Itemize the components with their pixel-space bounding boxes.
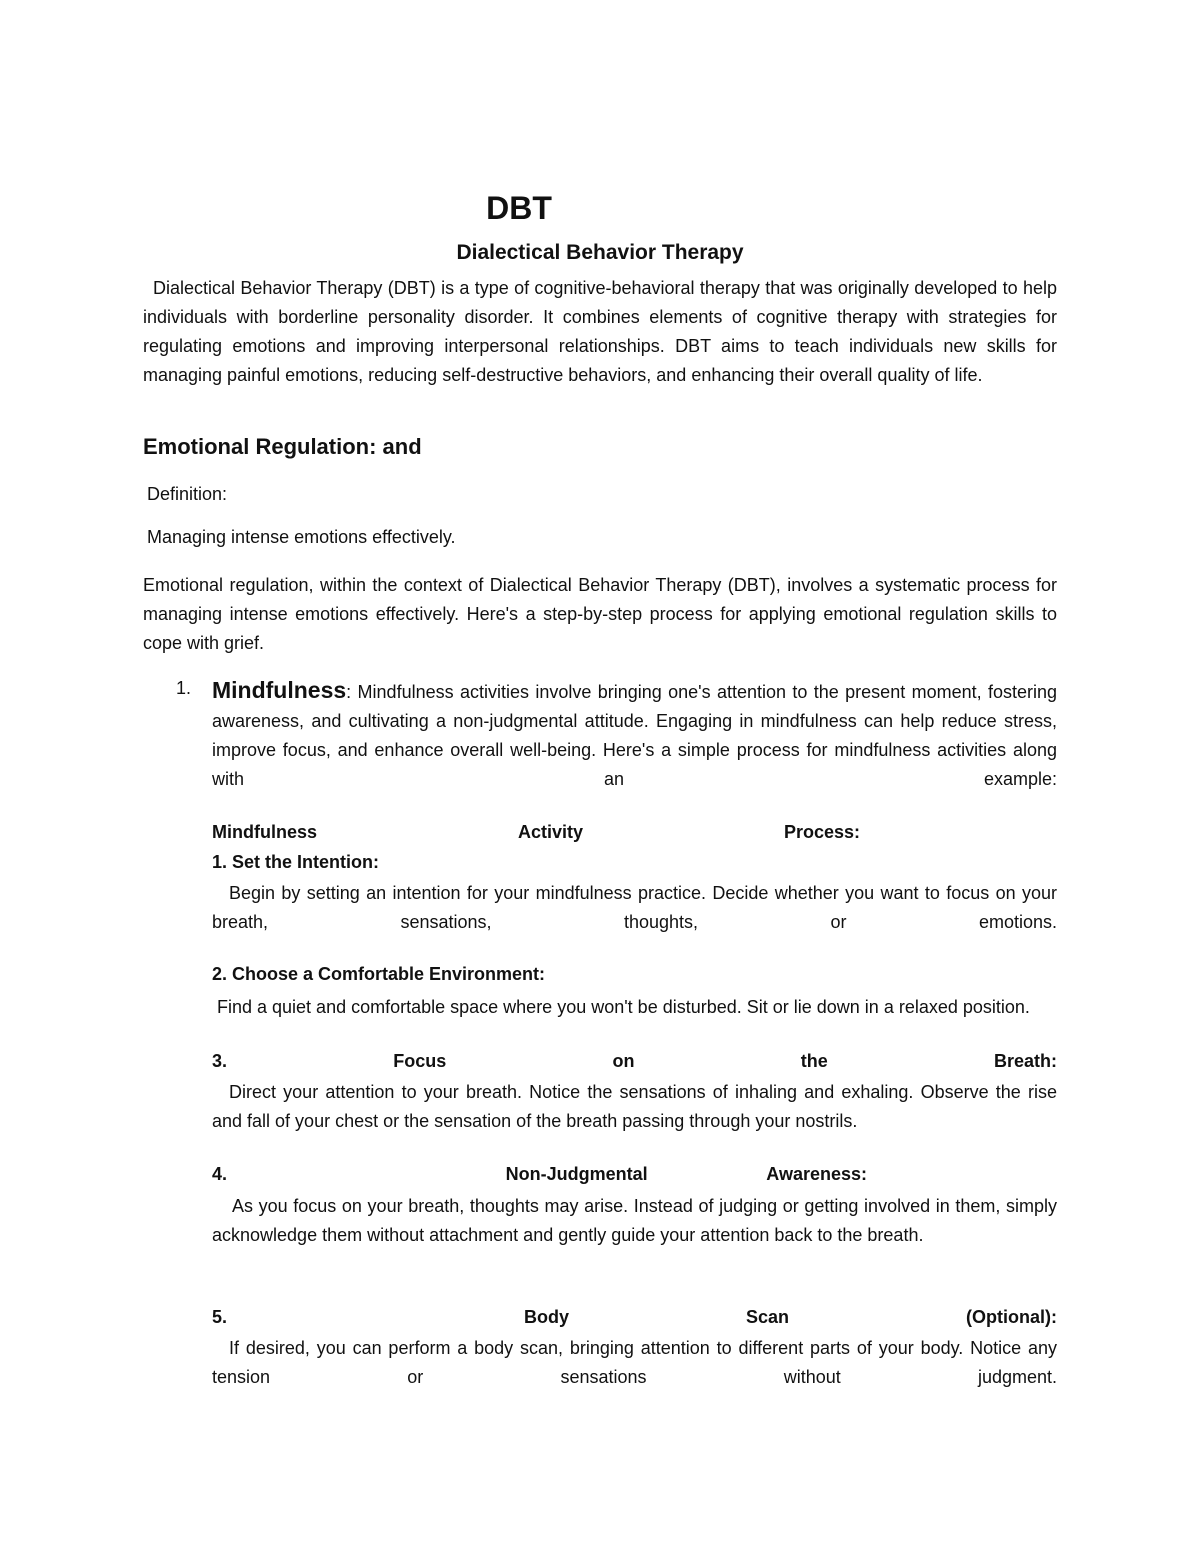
emotional-regulation-heading: Emotional Regulation: and <box>143 434 422 459</box>
step-4-title-word: Non-Judgmental <box>505 1164 648 1184</box>
step-5-text: If desired, you can perform a body scan, bringing attention to different parts of your body. Notice any tension or sensations without judgment. <box>212 1338 1057 1387</box>
mindfulness-colon: : <box>346 682 352 702</box>
emotional-regulation-paragraph: Emotional regulation, within the context of Dialectical Behavior Therapy (DBT), involves a systematic process for managing intense emotions effectively. Here's a step-by-step process for applying emotional regulation skills to cope with grief. <box>143 575 1057 653</box>
list-number: 1. <box>176 678 192 698</box>
step-3-text: Direct your attention to your breath. Notice the sensations of inhaling and exhaling. Observe the rise and fall of your chest or the sensation of the breath passing through your nostrils. <box>212 1082 1057 1131</box>
step-3-title-word: the <box>800 1051 828 1071</box>
process-heading <box>212 822 1057 843</box>
step-5-title-word: (Optional): <box>966 1307 1057 1327</box>
step-5-title-word: 5. <box>212 1307 228 1327</box>
process-heading-word: Process: <box>783 822 860 842</box>
step-1-text: Begin by setting an intention for your mindfulness practice. Decide whether you want to focus on your breath, sensations, thoughts, or emotions. <box>212 883 1057 932</box>
mindfulness-text: Mindfulness activities involve bringing one's attention to the present moment, fostering awareness, and cultivating a non-judgmental attitude. Engaging in mindfulness can help reduce stress, improve focus, and enhance overall well-being. Here's a simple process for mindfulness activities along with an example: <box>212 682 1057 789</box>
step-1-title: 1. Set the Intention: <box>212 852 380 872</box>
step-3-title <box>212 1051 1057 1072</box>
step-4-text: As you focus on your breath, thoughts may arise. Instead of judging or getting involved in them, simply acknowledge them without attachment and gently guide your attention back to the breath. <box>212 1196 1057 1245</box>
definition-text: Managing intense emotions effectively. <box>147 527 456 547</box>
process-heading-word: Activity <box>517 822 583 842</box>
mindfulness-paragraph <box>212 676 1057 794</box>
step-3-title-word: 3. <box>212 1051 228 1071</box>
step-3-title-word: Focus <box>393 1051 447 1071</box>
step-5-title <box>212 1307 1057 1328</box>
document-subtitle: Dialectical Behavior Therapy <box>456 241 744 264</box>
step-3-title-word: on <box>612 1051 635 1071</box>
step-4-title-word: 4. <box>212 1164 228 1184</box>
process-heading-word: Mindfulness <box>212 822 318 842</box>
step-5-title-word: Scan <box>745 1307 790 1327</box>
step-5-title-word: Body <box>524 1307 569 1327</box>
mindfulness-title: Mindfulness <box>212 677 347 703</box>
intro-paragraph: Dialectical Behavior Therapy (DBT) is a type of cognitive-behavioral therapy that was originally developed to help individuals with borderline personality disorder. It combines elements of cognitive therapy with strategies for regulating emotions and improving interpersonal relationships. DBT aims to teach individuals new skills for managing painful emotions, reducing self-destructive behaviors, and enhancing their overall quality of life. <box>143 278 1057 385</box>
definition-label: Definition: <box>147 484 228 504</box>
document-title: DBT <box>486 190 552 226</box>
step-2-title: 2. Choose a Comfortable Environment: <box>212 964 546 984</box>
step-4-title-word: Awareness: <box>766 1164 867 1184</box>
step-4-title <box>212 1164 1057 1185</box>
step-3-title-word: Breath: <box>993 1051 1057 1071</box>
step-2-text: Find a quiet and comfortable space where you won't be disturbed. Sit or lie down in a relaxed position. <box>217 997 1030 1017</box>
